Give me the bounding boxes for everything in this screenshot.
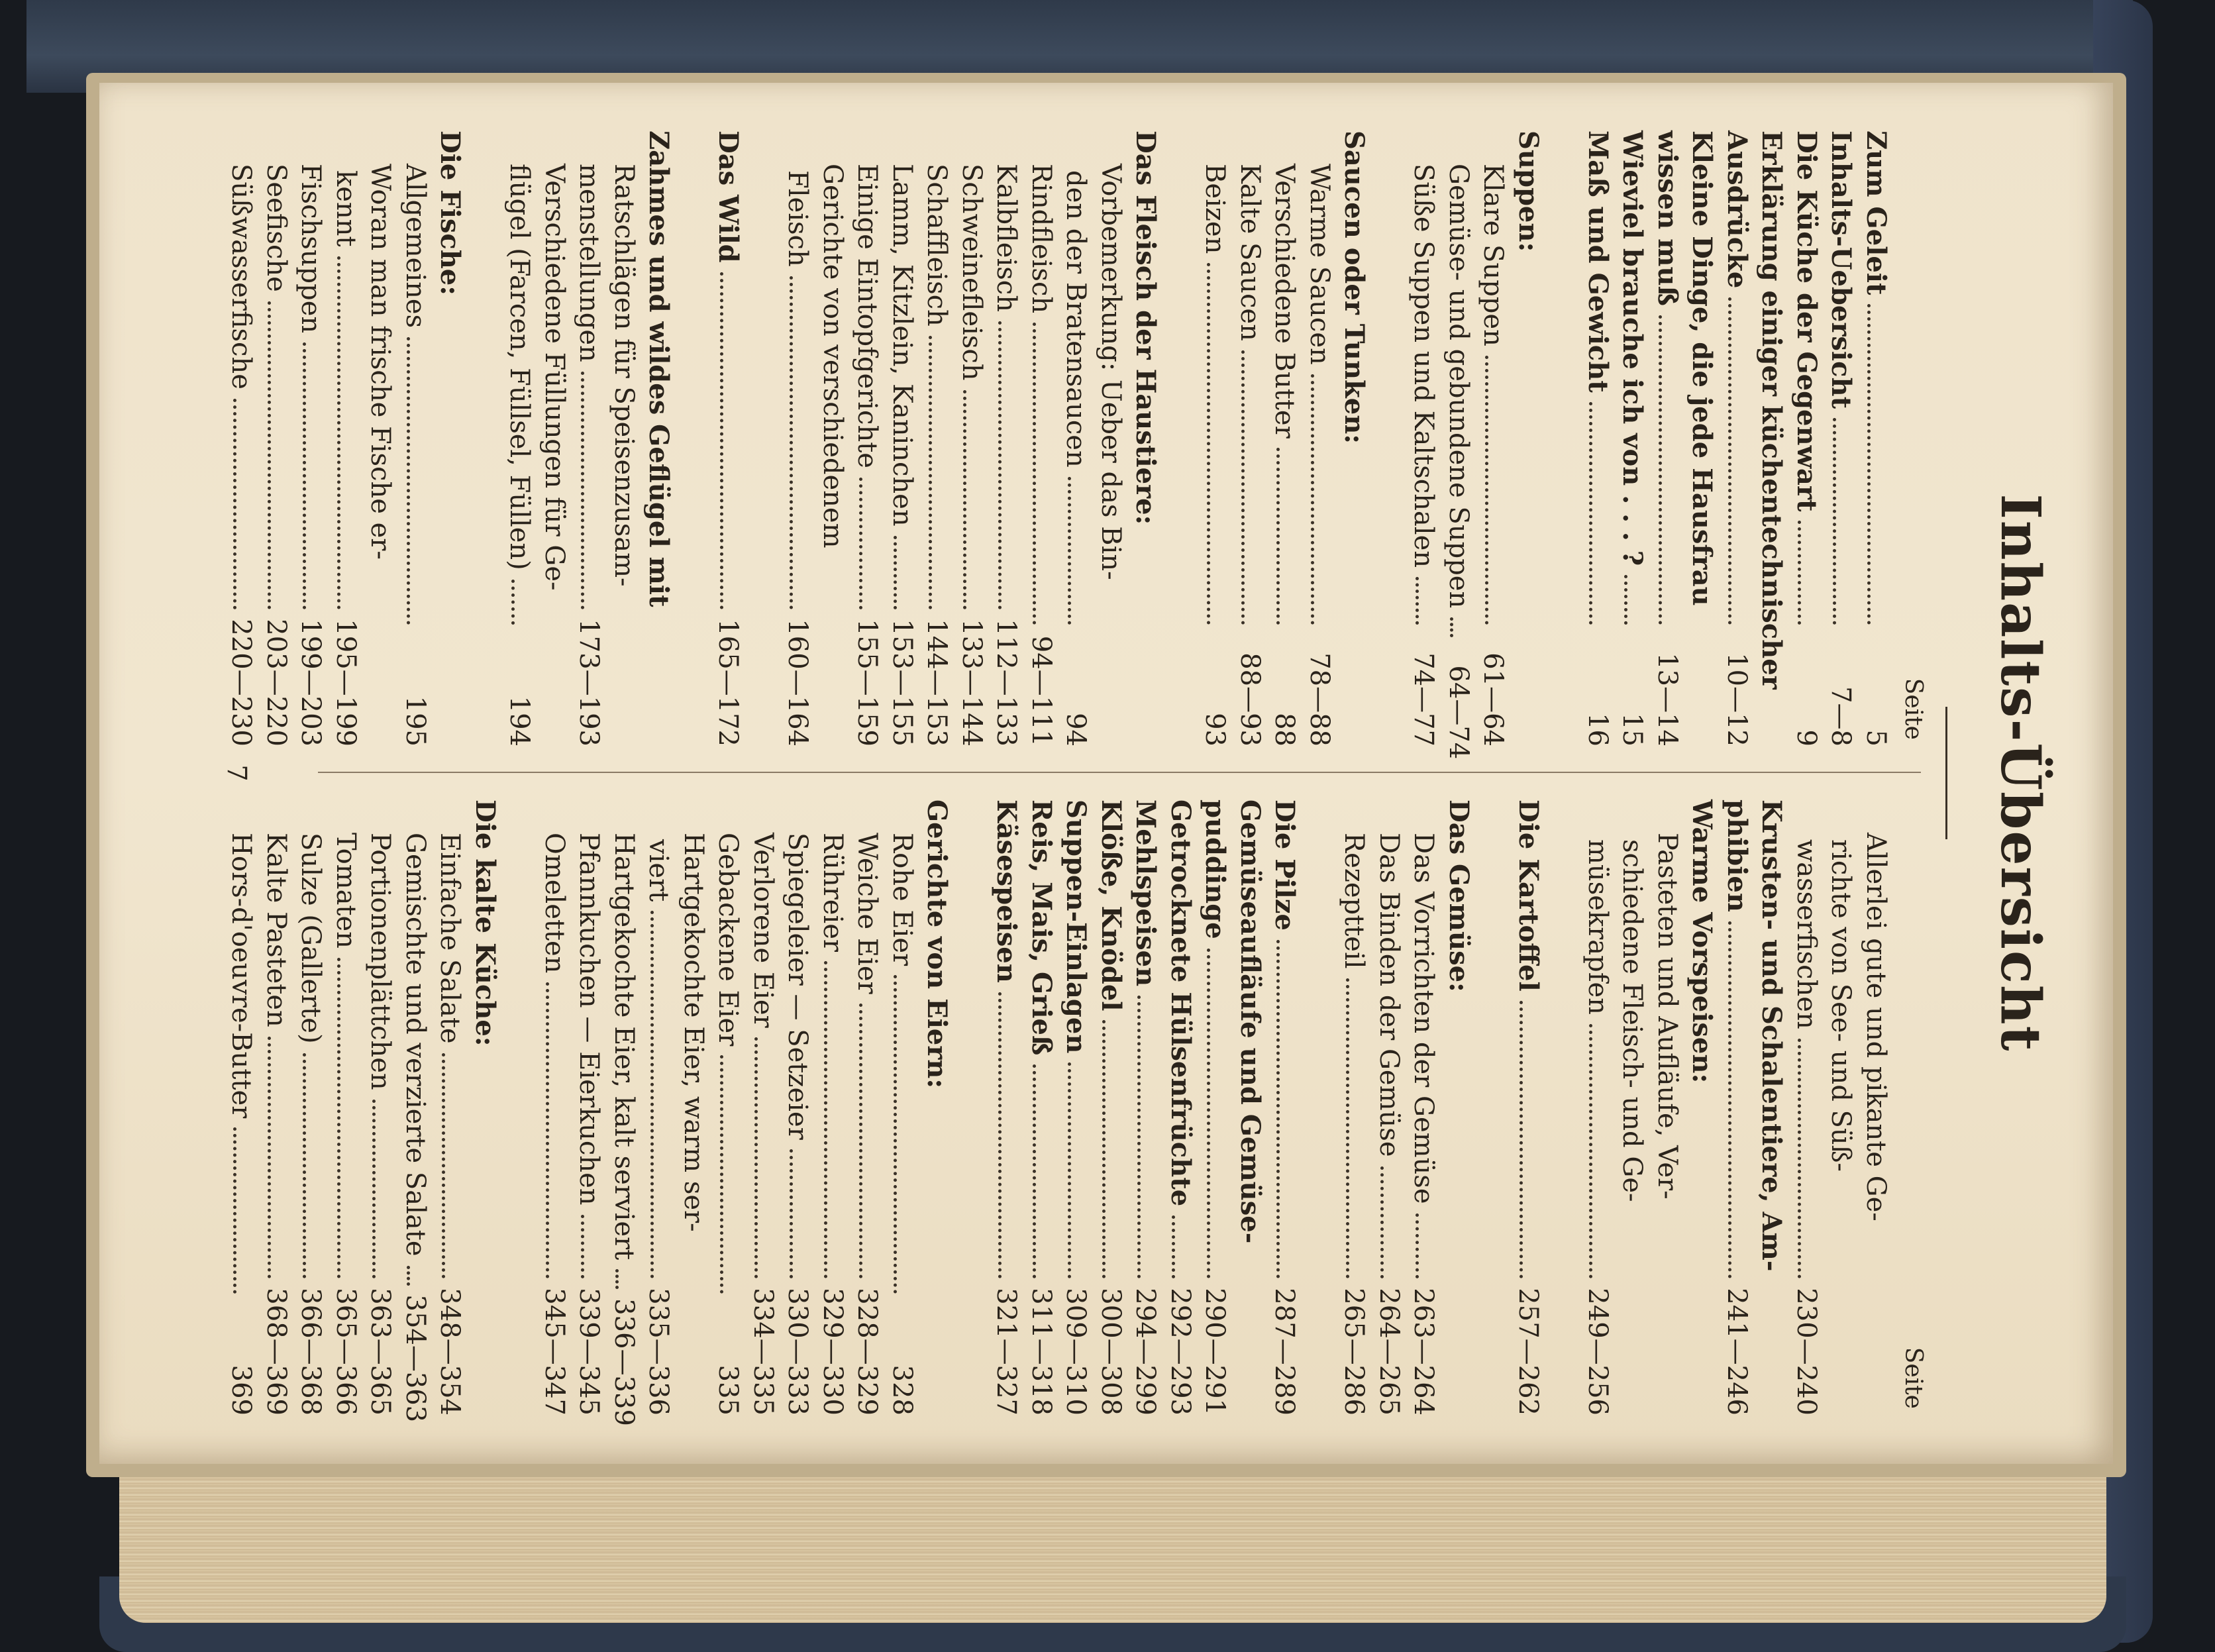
toc-entry bbox=[1094, 800, 1129, 1416]
dot-leader bbox=[303, 342, 306, 609]
toc-entry-pages: 263—264 bbox=[1408, 1288, 1439, 1416]
toc-section-heading: Erklärung einiger küchentechnischer bbox=[1756, 130, 1788, 690]
toc-entry-label: Käsespeisen bbox=[991, 800, 1023, 983]
toc-entry-label: Rindfleisch bbox=[1026, 164, 1056, 314]
toc-entry-label: Einfache Salate bbox=[435, 833, 466, 1044]
toc-entry-label: Rühreier bbox=[817, 833, 848, 953]
toc-entry bbox=[1372, 800, 1407, 1416]
book-page bbox=[99, 83, 2113, 1464]
toc-section-heading: Die Fische: bbox=[435, 130, 466, 296]
toc-entry-pages: 94 bbox=[1060, 713, 1092, 747]
dot-leader bbox=[268, 301, 272, 610]
toc-entry bbox=[1441, 130, 1476, 760]
dot-leader bbox=[1798, 1039, 1802, 1279]
dot-leader bbox=[998, 321, 1002, 609]
toc-entry bbox=[1267, 800, 1302, 1416]
toc-entry-pages: 78—88 bbox=[1304, 652, 1335, 747]
toc-entry-pages: 257—262 bbox=[1513, 1288, 1543, 1416]
toc-entry-label: Die Pilze bbox=[1269, 800, 1301, 931]
toc-entry-pages: 64—74 bbox=[1443, 665, 1474, 760]
toc-entry-text: Verschiedene Füllungen für Ge- bbox=[539, 164, 570, 591]
toc-entry-label: phibien bbox=[1722, 800, 1753, 912]
toc-entry bbox=[293, 130, 329, 747]
toc-entry-label: menstellungen bbox=[574, 164, 605, 362]
dot-leader bbox=[998, 992, 1002, 1278]
spacer bbox=[1545, 800, 1580, 1416]
left-entries bbox=[224, 130, 1893, 760]
dot-leader bbox=[442, 1053, 445, 1279]
toc-entry-label: Seefische bbox=[261, 164, 291, 292]
toc-entry-pages: 336—339 bbox=[609, 1298, 639, 1426]
dot-leader bbox=[407, 337, 411, 625]
toc-entry-label: Verschiedene Butter bbox=[1269, 164, 1300, 439]
dot-leader bbox=[1276, 448, 1280, 625]
toc-entry-text: Ratschlägen für Speisenzusam- bbox=[609, 164, 639, 587]
toc-section-heading: Die kalte Küche: bbox=[470, 800, 501, 1047]
toc-entry-pages: 10—12 bbox=[1722, 652, 1752, 747]
toc-entry bbox=[1163, 800, 1198, 1416]
toc-entry bbox=[711, 130, 746, 747]
toc-entry-pages: 292—293 bbox=[1165, 1288, 1196, 1416]
toc-entry bbox=[1406, 130, 1441, 747]
toc-entry bbox=[1267, 130, 1302, 747]
toc-left-column bbox=[226, 130, 1928, 760]
toc-entry-pages: 354—363 bbox=[400, 1294, 431, 1423]
toc-entry-pages: 133—144 bbox=[956, 619, 987, 747]
dot-leader bbox=[303, 1053, 306, 1279]
toc-entry-label: kennt bbox=[331, 170, 361, 247]
toc-section-heading: Kleine Dinge, die jede Hausfrau bbox=[1686, 130, 1718, 606]
seite-header: Seite bbox=[1900, 1347, 1927, 1409]
toc-entry-pages: 16 bbox=[1582, 713, 1613, 747]
dot-leader bbox=[1520, 1001, 1523, 1279]
toc-entry-label: Getrocknete Hülsenfrüchte bbox=[1165, 800, 1196, 1207]
toc-entry-pages: 368—369 bbox=[261, 1288, 291, 1416]
dot-leader bbox=[338, 958, 341, 1278]
toc-entry-label: Wieviel brauche ich von . . . ? bbox=[1617, 130, 1649, 566]
toc-entry-label: Tomaten bbox=[331, 833, 361, 949]
toc-entry bbox=[954, 130, 990, 747]
spacer bbox=[746, 130, 781, 747]
toc-entry-label: Kalte Saucen bbox=[1235, 164, 1265, 341]
toc-entry-label: Das Vorrichten der Gemüse bbox=[1408, 833, 1439, 1204]
toc-entry bbox=[1720, 130, 1755, 747]
toc-entry-pages: 61—64 bbox=[1478, 652, 1509, 747]
toc-entry bbox=[885, 130, 920, 747]
dot-leader bbox=[1798, 521, 1802, 625]
toc-entry-pages: 155—159 bbox=[852, 619, 883, 747]
dot-leader bbox=[1103, 1020, 1106, 1278]
spacer bbox=[468, 130, 503, 747]
toc-entry bbox=[1233, 130, 1268, 747]
toc-entry-pages: 112—133 bbox=[991, 619, 1022, 747]
toc-entry-text: Hartgekochte Eier, warm ser- bbox=[678, 833, 709, 1232]
toc-entry-label: Die Kartoffel bbox=[1513, 800, 1544, 992]
toc-entry-pages: 294—299 bbox=[1130, 1288, 1161, 1416]
dot-leader bbox=[1659, 315, 1663, 625]
toc-entry bbox=[1406, 800, 1441, 1416]
toc-entry-pages: 335 bbox=[713, 1365, 744, 1416]
dot-leader bbox=[338, 256, 341, 610]
title-rule bbox=[1945, 707, 1947, 839]
seite-header: Seite bbox=[1900, 678, 1927, 740]
dot-leader bbox=[929, 336, 932, 610]
toc-entry-pages: 94—111 bbox=[1026, 635, 1056, 747]
toc-entry-label: Süße Suppen und Kaltschalen bbox=[1408, 164, 1439, 568]
toc-entry bbox=[1789, 130, 1824, 747]
toc-section-heading: Saucen oder Tunken: bbox=[1339, 130, 1370, 444]
dot-leader bbox=[790, 1149, 793, 1279]
toc-entry bbox=[1580, 800, 1616, 1416]
dot-leader bbox=[720, 1055, 723, 1294]
toc-entry bbox=[1720, 800, 1755, 1416]
toc-entry-pages: 311—318 bbox=[1026, 1288, 1056, 1416]
toc-entry-pages: 195—199 bbox=[331, 619, 361, 747]
toc-entry-pages: 9 bbox=[1791, 729, 1822, 747]
dot-leader bbox=[1276, 940, 1280, 1278]
toc-entry-pages: 339—345 bbox=[574, 1288, 605, 1416]
toc-entry-label: Inhalts-Uebersicht bbox=[1826, 130, 1857, 409]
toc-entry-label: viert bbox=[643, 839, 674, 902]
spacer bbox=[1302, 800, 1337, 1416]
dot-leader bbox=[1485, 356, 1488, 625]
dot-leader bbox=[1207, 263, 1210, 625]
toc-entry-pages: 88 bbox=[1269, 713, 1300, 747]
toc-entry bbox=[1024, 130, 1059, 747]
toc-entry-label: puddinge bbox=[1200, 800, 1231, 939]
toc-entry-label: wissen muß bbox=[1652, 130, 1683, 306]
dot-leader bbox=[581, 1215, 584, 1279]
toc-entry-label: Gemüse- und gebundene Suppen bbox=[1443, 164, 1474, 609]
toc-entry bbox=[329, 130, 364, 747]
toc-entry-label: Kalte Pasteten bbox=[261, 833, 291, 1027]
dot-leader bbox=[1346, 978, 1349, 1279]
toc-entry bbox=[1824, 130, 1859, 747]
toc-section-heading: Krusten- und Schalentiere, Am- bbox=[1756, 800, 1788, 1272]
toc-section-heading: Warme Vorspeisen: bbox=[1686, 800, 1718, 1084]
toc-entry-pages: 345—347 bbox=[539, 1288, 570, 1416]
toc-entry-text: Pasteten und Aufläufe, Ver- bbox=[1652, 833, 1682, 1200]
dot-leader bbox=[1590, 1024, 1593, 1278]
toc-entry-pages: 165—172 bbox=[713, 619, 744, 747]
toc-entry-label: Reis, Mais, Grieß bbox=[1026, 800, 1057, 1056]
dot-leader bbox=[1137, 996, 1141, 1278]
toc-entry bbox=[502, 130, 537, 747]
toc-entry bbox=[1058, 130, 1094, 747]
dot-leader bbox=[268, 1037, 272, 1279]
toc-entry bbox=[746, 800, 781, 1416]
toc-entry-pages: 249—256 bbox=[1582, 1288, 1613, 1416]
toc-entry bbox=[1859, 130, 1894, 747]
dot-leader bbox=[1033, 323, 1037, 625]
toc-entry-label: müsekrapfen bbox=[1582, 839, 1613, 1015]
toc-entry-label: flügel (Farcen, Füllsel, Füllen) bbox=[504, 164, 535, 570]
toc-entry-pages: 335—336 bbox=[643, 1288, 674, 1416]
toc-entry bbox=[259, 130, 294, 747]
toc-entry-pages: 287—289 bbox=[1269, 1288, 1300, 1416]
dot-leader bbox=[1868, 304, 1871, 625]
toc-section-heading: Das Fleisch der Haustiere: bbox=[1130, 130, 1162, 525]
right-entries bbox=[224, 800, 1893, 1426]
toc-entry-label: Portionenplättchen bbox=[365, 833, 396, 1090]
dot-leader bbox=[825, 961, 828, 1278]
dot-leader bbox=[650, 911, 654, 1278]
toc-entry-pages: 328—329 bbox=[852, 1288, 883, 1416]
toc-entry-pages: 330—333 bbox=[782, 1288, 813, 1416]
dot-leader bbox=[372, 1100, 376, 1279]
toc-entry-label: Schaffleisch bbox=[921, 164, 953, 327]
toc-entry-pages: 160—164 bbox=[782, 619, 813, 747]
toc-entry bbox=[1650, 130, 1685, 747]
toc-entry bbox=[1198, 130, 1233, 747]
dot-leader bbox=[233, 1127, 236, 1294]
dot-leader bbox=[1451, 617, 1454, 637]
toc-entry bbox=[1580, 130, 1616, 747]
toc-entry-pages: 220—230 bbox=[226, 619, 257, 747]
toc-entry-pages: 309—310 bbox=[1060, 1288, 1092, 1416]
toc-entry bbox=[1511, 800, 1546, 1416]
toc-section-heading: Suppen: bbox=[1513, 130, 1544, 252]
toc-entry bbox=[1337, 800, 1372, 1416]
toc-entry bbox=[572, 130, 607, 747]
dot-leader bbox=[1033, 1064, 1037, 1278]
toc-entry-pages: 153—155 bbox=[887, 619, 917, 747]
toc-entry bbox=[572, 800, 607, 1416]
toc-entry-label: Süßwasserfische bbox=[226, 164, 257, 389]
toc-entry-pages: 7—8 bbox=[1826, 686, 1857, 747]
toc-section-heading: Gerichte von Eiern: bbox=[921, 800, 953, 1089]
toc-entry bbox=[293, 800, 329, 1416]
toc-entry-label: Klare Suppen bbox=[1478, 164, 1509, 346]
toc-entry-label: Verlorene Eier bbox=[748, 833, 778, 1028]
toc-entry-label: Kalbfleisch bbox=[991, 164, 1022, 312]
toc-entry-pages: 328 bbox=[887, 1365, 917, 1416]
spacer bbox=[676, 130, 711, 747]
dot-leader bbox=[894, 536, 898, 610]
toc-entry-text: Allerlei gute und pikante Ge- bbox=[1861, 833, 1891, 1221]
toc-entry-label: Das Binden der Gemüse bbox=[1374, 833, 1404, 1157]
toc-entry-text: Gerichte von verschiedenem bbox=[817, 164, 848, 548]
toc-entry-label: Fischsuppen bbox=[295, 164, 327, 334]
toc-entry-label: Beizen bbox=[1200, 164, 1231, 254]
toc-entry bbox=[780, 130, 815, 747]
toc-entry bbox=[989, 130, 1024, 747]
toc-entry-label: Rohe Eier bbox=[887, 833, 917, 966]
toc-entry-pages: 194 bbox=[504, 696, 535, 747]
toc-entry-pages: 290—291 bbox=[1200, 1288, 1231, 1416]
dot-leader bbox=[1729, 297, 1732, 625]
toc-entry-label: Pfannkuchen — Eierkuchen bbox=[574, 833, 605, 1206]
toc-entry bbox=[711, 800, 746, 1416]
dot-leader bbox=[581, 372, 584, 610]
toc-entry-pages: 264—265 bbox=[1374, 1288, 1404, 1416]
toc-entry bbox=[780, 800, 815, 1416]
toc-entry bbox=[989, 800, 1024, 1416]
dot-leader bbox=[755, 1037, 758, 1279]
toc-entry-pages: 93 bbox=[1200, 713, 1231, 747]
toc-entry bbox=[1024, 800, 1059, 1416]
toc-entry bbox=[1615, 130, 1650, 747]
toc-entry-label: Klöße, Knödel bbox=[1096, 800, 1127, 1011]
toc-entry bbox=[259, 800, 294, 1416]
toc-entry-label: Rezeptteil bbox=[1339, 833, 1370, 969]
toc-entry-pages: 74—77 bbox=[1408, 652, 1439, 747]
toc-entry bbox=[850, 800, 885, 1416]
toc-entry bbox=[1128, 800, 1163, 1416]
dot-leader bbox=[616, 1269, 619, 1289]
toc-entry-text: schiedene Fleisch- und Ge- bbox=[1617, 839, 1648, 1202]
toc-entry-label: Zum Geleit bbox=[1861, 130, 1892, 295]
toc-entry bbox=[607, 800, 642, 1426]
toc-entry-pages: 365—366 bbox=[331, 1288, 361, 1416]
toc-entry-label: wasserfischen bbox=[1791, 839, 1822, 1029]
dot-leader bbox=[511, 580, 515, 625]
toc-entry-label: Warme Saucen bbox=[1304, 164, 1335, 365]
toc-entry-label: Lamm, Kitzlein, Kaninchen bbox=[887, 164, 917, 527]
dot-leader bbox=[1833, 418, 1836, 625]
dot-leader bbox=[859, 478, 862, 609]
toc-entry-label: Gebackene Eier bbox=[713, 833, 744, 1047]
spacer bbox=[1372, 130, 1407, 747]
toc-entry-text: Woran man frische Fische er- bbox=[365, 164, 396, 560]
spacer bbox=[502, 800, 537, 1416]
dot-leader bbox=[720, 272, 723, 610]
dot-leader bbox=[233, 399, 236, 609]
column-divider bbox=[318, 772, 1921, 773]
spacer bbox=[1163, 130, 1198, 747]
dot-leader bbox=[546, 982, 550, 1278]
toc-entry-pages: 241—246 bbox=[1722, 1288, 1752, 1416]
toc-entry bbox=[815, 800, 850, 1416]
toc-entry bbox=[641, 800, 676, 1416]
page-title: Inhalts-Übersicht bbox=[1988, 493, 2052, 1053]
dot-leader bbox=[1312, 374, 1315, 625]
toc-entry bbox=[398, 800, 433, 1423]
toc-entry-text: Vorbemerkung: Ueber das Bin- bbox=[1096, 164, 1126, 580]
toc-entry bbox=[1058, 800, 1094, 1416]
toc-entry bbox=[1789, 800, 1824, 1416]
toc-entry-text: richte von See- und Süß- bbox=[1826, 839, 1857, 1172]
toc-section-heading: Gemüseaufläufe und Gemüse- bbox=[1235, 800, 1266, 1244]
toc-entry-label: Das Wild bbox=[713, 130, 745, 263]
dot-leader bbox=[1416, 577, 1419, 625]
toc-entry-pages: 329—330 bbox=[817, 1288, 848, 1416]
toc-right-column bbox=[226, 800, 1928, 1426]
table-of-contents bbox=[146, 111, 2067, 1435]
toc-entry-pages: 300—308 bbox=[1096, 1288, 1126, 1416]
toc-entry-label: Schweinefleisch bbox=[956, 164, 987, 381]
toc-entry bbox=[850, 130, 885, 747]
toc-entry-label: Spiegeleier — Setzeier bbox=[782, 833, 813, 1140]
page-number: 7 bbox=[221, 764, 252, 782]
toc-entry-label: Omeletten bbox=[539, 833, 570, 974]
toc-entry-pages: 366—368 bbox=[295, 1288, 327, 1416]
toc-entry bbox=[885, 800, 920, 1416]
spacer bbox=[1476, 800, 1511, 1416]
toc-entry bbox=[329, 800, 364, 1416]
toc-entry-pages: 265—286 bbox=[1339, 1288, 1370, 1416]
toc-entry bbox=[1302, 130, 1337, 747]
dot-leader bbox=[1172, 1215, 1176, 1278]
dot-leader bbox=[1381, 1166, 1384, 1279]
toc-entry-label: Sulze (Gallerte) bbox=[295, 833, 327, 1044]
dot-leader bbox=[407, 1266, 411, 1286]
toc-entry bbox=[224, 130, 259, 747]
toc-entry-label: Maß und Gewicht bbox=[1582, 130, 1614, 393]
toc-entry-label: Allgemeines bbox=[400, 164, 431, 329]
toc-entry-pages: 144—153 bbox=[921, 619, 953, 747]
toc-entry-label: Die Küche der Gegenwart bbox=[1791, 130, 1822, 512]
dot-leader bbox=[790, 276, 793, 610]
toc-entry-label: Weiche Eier bbox=[852, 833, 883, 994]
toc-entry-pages: 230—240 bbox=[1791, 1288, 1822, 1416]
spacer bbox=[954, 800, 990, 1416]
toc-entry bbox=[398, 130, 433, 747]
toc-entry-pages: 363—365 bbox=[365, 1288, 396, 1416]
toc-entry bbox=[919, 130, 954, 747]
toc-entry-pages: 88—93 bbox=[1235, 652, 1265, 747]
dot-leader bbox=[859, 1004, 862, 1279]
toc-entry-label: Fleisch bbox=[782, 170, 813, 267]
toc-entry-pages: 348—354 bbox=[435, 1288, 466, 1416]
dot-leader bbox=[1416, 1213, 1419, 1279]
toc-entry bbox=[433, 800, 468, 1416]
toc-entry-label: Ausdrücke bbox=[1722, 130, 1753, 289]
toc-entry bbox=[1476, 130, 1511, 747]
toc-entry-label: Hartgekochte Eier, kalt serviert bbox=[609, 833, 639, 1261]
toc-entry-pages: 5 bbox=[1861, 729, 1891, 747]
dot-leader bbox=[1624, 575, 1627, 625]
toc-entry-label: Mehlspeisen bbox=[1130, 800, 1162, 987]
toc-entry-pages: 334—335 bbox=[748, 1288, 778, 1416]
toc-entry-label: Gemischte und verzierte Salate bbox=[400, 833, 431, 1257]
spacer bbox=[1545, 130, 1580, 747]
toc-entry-label: Einige Eintopfgerichte bbox=[852, 164, 883, 468]
dot-leader bbox=[1207, 949, 1210, 1279]
dot-leader bbox=[894, 975, 898, 1294]
toc-entry-pages: 321—327 bbox=[991, 1288, 1022, 1416]
toc-entry-label: Hors-d'oeuvre-Butter bbox=[226, 833, 257, 1119]
toc-entry bbox=[363, 800, 398, 1416]
toc-section-heading: Das Gemüse: bbox=[1443, 800, 1474, 992]
toc-entry-pages: 195 bbox=[400, 696, 431, 747]
toc-entry bbox=[224, 800, 259, 1416]
dot-leader bbox=[1729, 921, 1732, 1278]
dot-leader bbox=[1068, 1062, 1071, 1278]
dot-leader bbox=[1590, 402, 1593, 625]
toc-entry bbox=[1198, 800, 1233, 1416]
toc-entry bbox=[537, 800, 572, 1416]
toc-entry-pages: 199—203 bbox=[295, 619, 327, 747]
toc-entry-pages: 203—220 bbox=[261, 619, 291, 747]
toc-entry-pages: 13—14 bbox=[1652, 652, 1682, 747]
dot-leader bbox=[964, 390, 967, 610]
dot-leader bbox=[1068, 477, 1071, 625]
toc-entry-label: Suppen-Einlagen bbox=[1060, 800, 1092, 1054]
toc-section-heading: Zahmes und wildes Geflügel mit bbox=[643, 130, 675, 607]
dot-leader bbox=[1242, 350, 1245, 625]
toc-entry-label: den der Bratensaucen bbox=[1060, 170, 1092, 468]
toc-entry-pages: 173—193 bbox=[574, 619, 605, 747]
toc-entry-pages: 369 bbox=[226, 1365, 257, 1416]
toc-entry-pages: 15 bbox=[1617, 713, 1648, 747]
